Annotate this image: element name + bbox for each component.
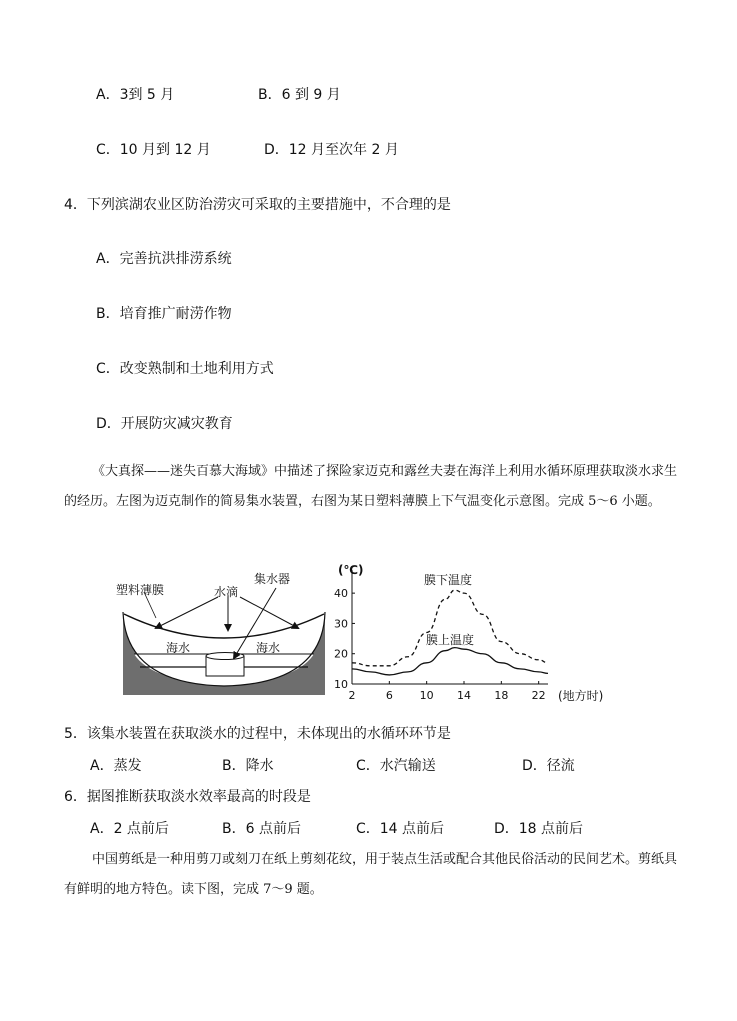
q4-option-b: B．培育推广耐涝作物	[96, 306, 232, 322]
x-tick-label: 10	[419, 689, 434, 702]
intro-questions-5-6: 《大真探——迷失百慕大海域》中描述了探险家迈克和露丝夫妻在海洋上利用水循环原理获取淡水求生的经历。左图为迈克制作的简易集水装置，右图为某日塑料薄膜上下气温变化示意图。完成 5～6 小题。	[64, 464, 678, 509]
q6-option-b: B．6 点前后	[222, 821, 301, 837]
label-water-drops: 水滴	[214, 585, 239, 599]
q4-option-c: C．改变熟制和土地利用方式	[96, 361, 274, 377]
q6-option-a: A．2 点前后	[90, 821, 169, 837]
q5-option-c: C．水汽输送	[356, 758, 436, 774]
y-axis-label: (℃)	[338, 563, 364, 577]
label-sea-water-right: 海水	[256, 641, 281, 655]
x-tick-label: 6	[385, 689, 393, 702]
label-collector: 集水器	[254, 572, 291, 586]
q4-option-d: D．开展防灾减灾教育	[96, 416, 233, 432]
q3-option-d: D．12 月至次年 2 月	[264, 142, 399, 158]
x-axis-label: (地方时)	[558, 689, 604, 703]
x-tick-label: 22	[531, 689, 546, 702]
q6-option-c: C．14 点前后	[356, 821, 445, 837]
series-line-above-film	[352, 648, 548, 675]
y-tick-label: 30	[334, 617, 348, 631]
q6-stem: 6．据图推断获取淡水效率最高的时段是	[64, 789, 311, 805]
q3-option-a: A．3到 5 月	[96, 87, 175, 103]
y-tick-label: 10	[334, 678, 348, 691]
intro-questions-7-9: 中国剪纸是一种用剪刀或刻刀在纸上剪刻花纹，用于装点生活或配合其他民俗活动的民间艺术。剪纸具有鲜明的地方特色。读下图，完成 7～9 题。	[64, 852, 678, 897]
label-plastic-film: 塑料薄膜	[116, 583, 165, 597]
y-tick-label: 20	[334, 647, 348, 661]
q4-option-a: A．完善抗洪排涝系统	[96, 251, 232, 267]
q3-option-b: B．6 到 9 月	[258, 87, 341, 103]
q6-option-d: D．18 点前后	[494, 821, 584, 837]
q4-stem: 4．下列滨湖农业区防治涝灾可采取的主要措施中，不合理的是	[64, 197, 451, 213]
x-tick-label: 14	[457, 689, 471, 702]
q5-option-a: A．蒸发	[90, 758, 142, 774]
temperature-chart	[330, 558, 620, 706]
series-label-under-film: 膜下温度	[424, 573, 473, 587]
x-tick-label: 2	[348, 689, 356, 702]
q5-option-d: D．径流	[522, 758, 575, 774]
x-tick-label: 18	[494, 689, 509, 702]
q5-stem: 5．该集水装置在获取淡水的过程中，未体现出的水循环环节是	[64, 726, 451, 742]
q3-option-c: C．10 月到 12 月	[96, 142, 211, 158]
label-sea-water-left: 海水	[166, 641, 191, 655]
q5-option-b: B．降水	[222, 758, 274, 774]
y-tick-label: 40	[334, 587, 348, 601]
series-label-above-film: 膜上温度	[426, 633, 475, 647]
water-collector-diagram	[110, 560, 335, 700]
series-line-under-film	[352, 590, 548, 666]
